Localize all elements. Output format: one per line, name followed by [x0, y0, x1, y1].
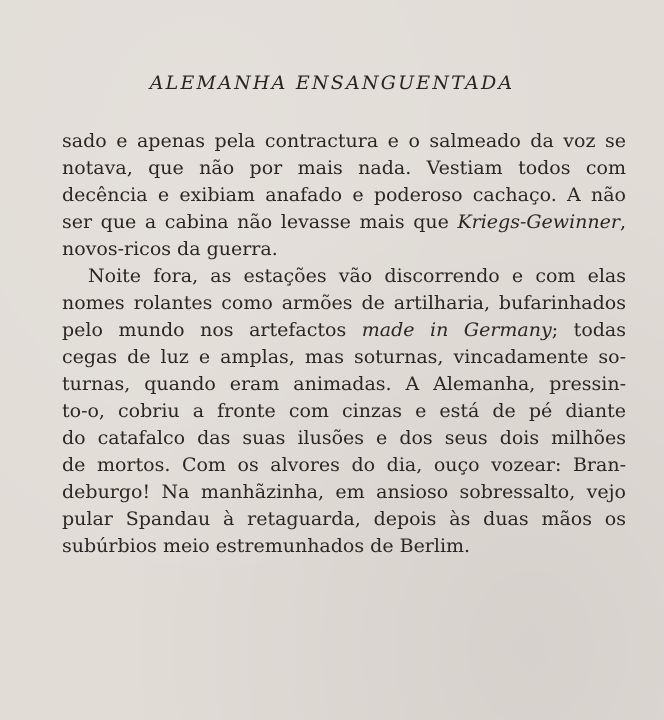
text-line: [62, 209, 626, 236]
text-segment: to-o, cobriu a fronte com cinzas e está de pé diante: [62, 400, 626, 422]
text-segment: ,: [619, 211, 626, 233]
text-line: [62, 398, 626, 425]
text-line: [62, 425, 626, 452]
text-line: [62, 506, 626, 533]
text-line: [62, 236, 626, 263]
text-segment: turnas, quando eram animadas. A Alemanha, pressin-: [62, 373, 626, 395]
text-segment: novos-ricos da guerra.: [62, 238, 278, 260]
text-line: [62, 371, 626, 398]
text-segment: subúrbios meio estremunhados de Berlim.: [62, 535, 471, 557]
text-segment: do catafalco das suas ilusões e dos seus dois milhões: [62, 427, 626, 449]
text-line: [62, 452, 626, 479]
text-line: [62, 182, 626, 209]
text-segment: notava, que não por mais nada. Vestiam todos com: [62, 157, 626, 179]
text-segment: decência e exibiam anafado e poderoso cachaço. A não: [62, 184, 626, 206]
text-line: [62, 128, 626, 155]
text-segment: pular Spandau à retaguarda, depois às duas mãos os: [62, 508, 626, 530]
text-segment: nomes rolantes como armões de artilharia, bufarinhados: [62, 292, 626, 314]
text-line: [62, 155, 626, 182]
text-segment: deburgo! Na manhãzinha, em ansioso sobressalto, vejo: [62, 481, 626, 503]
text-line: [62, 290, 626, 317]
text-segment: sado e apenas pela contractura e o salmeado da voz se: [62, 130, 626, 152]
text-segment: pelo mundo nos artefactos: [62, 319, 362, 341]
italic-text: made in Germany: [361, 319, 552, 341]
text-line: [62, 344, 626, 371]
text-segment: cegas de luz e amplas, mas soturnas, vincadamente so-: [62, 346, 626, 368]
text-line: [62, 533, 626, 560]
italic-text: Kriegs-Gewinner: [457, 211, 620, 233]
text-segment: de mortos. Com os alvores do dia, ouço vozear: Bran-: [62, 454, 626, 476]
text-line: [62, 263, 626, 290]
text-segment: ser que a cabina não levasse mais que: [62, 211, 458, 233]
text-line: [62, 479, 626, 506]
text-segment: Noite fora, as estações vão discorrendo e com elas: [88, 265, 626, 287]
text-segment: ; todas: [551, 319, 626, 341]
body-text: [62, 128, 626, 560]
running-head: ALEMANHA ENSANGUENTADA: [149, 72, 515, 94]
text-line: [62, 317, 626, 344]
